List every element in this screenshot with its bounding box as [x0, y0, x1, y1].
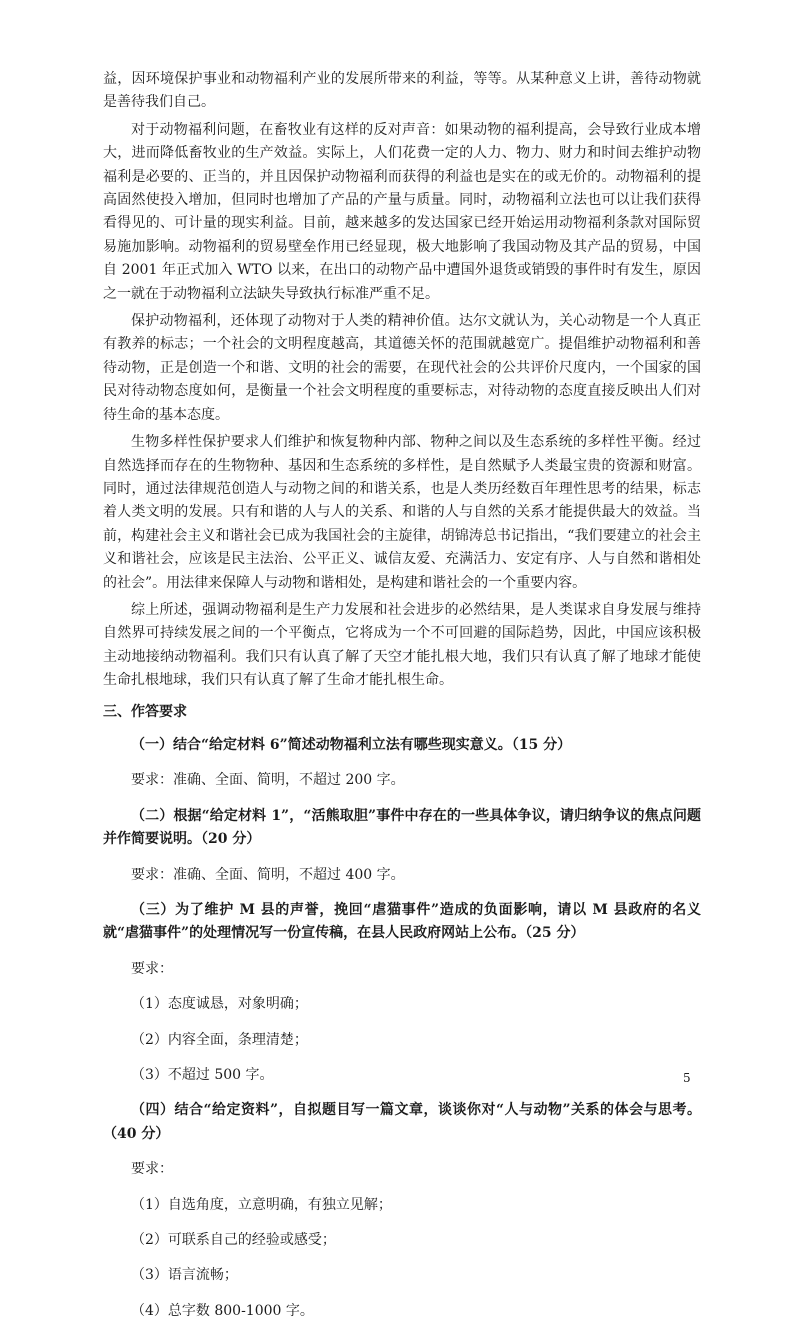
question-4-requirement-item: （1）自选角度，立意明确，有独立见解；: [131, 1196, 392, 1213]
question-3-requirement-label: 要求：: [131, 960, 173, 977]
page-number: 5: [683, 1071, 691, 1085]
paragraph-livestock-objection: 对于动物福利问题，在畜牧业有这样的反对声音：如果动物的福利提高，会导致行业成本增大，进而降低畜牧业的生产效益。实际上，人们花费一定的人力、物力、财力和时间去维护动物福利是必要的、正当的，并且因保护动物福利而获得的利益也是实在的或无价的。动物福利的提高固然使投入增加，但同时也增加了产品的产量与质量。同时，动物福利立法也可以让我们获得看得见的、可计量的现实利益。目前，越来越多的发达国家已经开始运用动物福利条款对国际贸易施加影响。动物福利的贸易壁垒作用已经显现，极大地影响了我国动物及其产品的贸易，中国自 2001 年正式加入 WTO 以来，在出口的动物产品中遭国外退货或销毁的事件时有发生，原因之一就在于动物福利立法缺失导致执行标准严重不足。: [103, 121, 701, 302]
paragraph-continuation: 益，因环境保护事业和动物福利产业的发展所带来的利益，等等。从某种意义上讲，善待动物就是善待我们自己。: [103, 71, 701, 111]
paragraph-conclusion: 综上所述，强调动物福利是生产力发展和社会进步的必然结果，是人类谋求自身发展与维持自然界可持续发展之间的一个平衡点，它将成为一个不可回避的国际趋势，因此，中国应该积极主动地接纳动物福利。我们只有认真了解了天空才能扎根大地，我们只有认真了解了地球才能使生命扎根地球，我们只有认真了解了生命才能扎根生命。: [103, 601, 701, 689]
section-title: 三、作答要求: [103, 703, 187, 720]
question-4-requirement-item: （4）总字数 800-1000 字。: [131, 1302, 314, 1319]
question-1: （一）结合“给定材料 6”简述动物福利立法有哪些现实意义。（15 分）: [131, 736, 572, 753]
question-1-requirement: 要求：准确、全面、简明，不超过 200 字。: [131, 772, 405, 789]
question-3-requirement-item: （1）态度诚恳，对象明确；: [131, 996, 308, 1013]
document-body: [103, 68, 701, 1335]
question-4: （四）结合“给定资料”，自拟题目写一篇文章，谈谈你对“人与动物”关系的体会与思考。（40 分）: [103, 1102, 701, 1142]
question-2-requirement: 要求：准确、全面、简明，不超过 400 字。: [131, 866, 405, 883]
question-4-requirement-label: 要求：: [131, 1161, 173, 1178]
paragraph-biodiversity: 生物多样性保护要求人们维护和恢复物种内部、物种之间以及生态系统的多样性平衡。经过自然选择而存在的生物物种、基因和生态系统的多样性，是自然赋予人类最宝贵的资源和财富。同时，通过法律规范创造人与动物之间的和谐关系，也是人类历经数百年理性思考的结果，标志着人类文明的发展。只有和谐的人与人的关系、和谐的人与自然的关系才能提供最大的效益。当前，构建社会主义和谐社会已成为我国社会的主旋律，胡锦涛总书记指出，“我们要建立的社会主义和谐社会，应该是民主法治、公平正义、诚信友爱、充满活力、安定有序、人与自然和谐相处的社会”。用法律来保障人与动物和谐相处，是构建和谐社会的一个重要内容。: [103, 434, 701, 591]
question-3: （三）为了维护 M 县的声誉，挽回“虐猫事件”造成的负面影响，请以 M 县政府的名义就“虐猫事件”的处理情况写一份宣传稿，在县人民政府网站上公布。（25 分）: [103, 902, 701, 942]
question-2: （二）根据“给定材料 1”，“活熊取胆”事件中存在的一些具体争议，请归纳争议的焦点问题并作简要说明。（20 分）: [103, 807, 701, 848]
question-3-requirement-item: （2）内容全面，条理清楚；: [131, 1031, 308, 1048]
question-4-requirement-item: （2）可联系自己的经验或感受；: [131, 1232, 336, 1249]
question-3-requirement-item: （3）不超过 500 字。: [131, 1067, 274, 1084]
paragraph-spiritual-value: 保护动物福利，还体现了动物对于人类的精神价值。达尔文就认为，关心动物是一个人真正有教养的标志；一个社会的文明程度越高，其道德关怀的范围就越宽广。提倡维护动物福利和善待动物，正是创造一个和谐、文明的社会的需要，在现代社会的公共评价尺度内，一个国家的国民对待动物态度如何，是衡量一个社会文明程度的重要标志，对待动物的态度直接反映出人们对待生命的基本态度。: [103, 313, 701, 423]
question-4-requirement-item: （3）语言流畅；: [131, 1267, 238, 1284]
